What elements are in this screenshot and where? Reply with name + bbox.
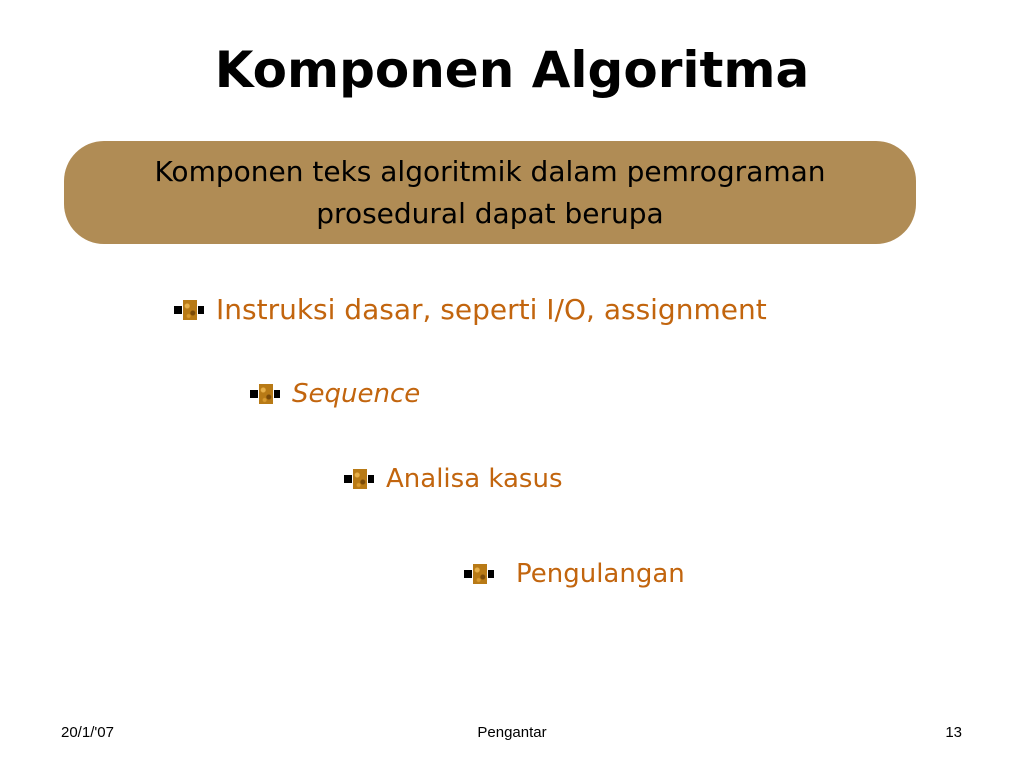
callout-box xyxy=(64,141,916,244)
bullet-item-analisa-kasus xyxy=(344,461,563,497)
bullet-item-pengulangan xyxy=(464,556,685,592)
bullet-text: Pengulangan xyxy=(516,559,685,589)
footer-title: Pengantar xyxy=(477,724,547,741)
footer-page-number: 13 xyxy=(945,724,962,741)
bullet-item-instruksi-dasar xyxy=(174,292,767,328)
callout-text: Komponen teks algoritmik dalam pemrograman prosedural dapat berupa xyxy=(154,154,826,230)
bullet-item-sequence xyxy=(250,376,420,412)
square-bullet-icon xyxy=(464,563,494,585)
square-bullet-icon xyxy=(174,299,204,321)
bullet-text: Analisa kasus xyxy=(386,464,563,494)
footer-date: 20/1/'07 xyxy=(61,724,114,741)
bullet-text: Sequence xyxy=(292,379,421,409)
bullet-text: Instruksi dasar, seperti I/O, assignment xyxy=(216,293,767,326)
slide-title: Komponen Algoritma xyxy=(214,41,810,99)
square-bullet-icon xyxy=(344,468,374,490)
square-bullet-icon xyxy=(250,383,280,405)
